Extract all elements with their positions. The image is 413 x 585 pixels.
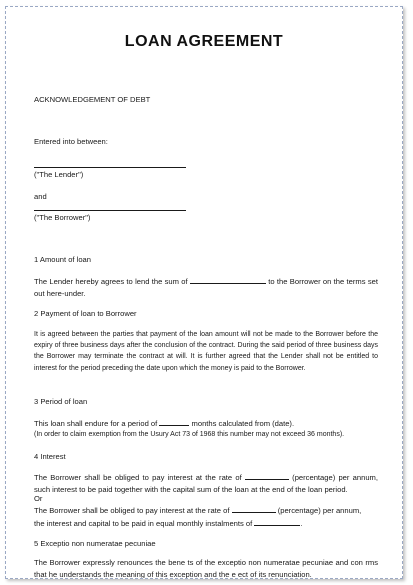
section-1-heading: 1 Amount of loan [34,255,91,264]
section-3-text-part-2: months calculated from (date). [191,419,295,428]
document-body [6,7,402,578]
section-5-text: The Borrower expressly renounces the bene ts of the exceptio non numeratae pecuniae and con rms that he understands the meaning of this exception and the e ect of its renunciation. [34,558,378,579]
document-page [5,6,403,579]
section-4-option-a-part-2: (percentage) per annum, such interest to be paid together with the capital sum of the loan at the end of the loan period. [34,473,378,494]
instalment-amount-blank [254,517,303,528]
section-4-option-b-instalments [34,517,378,530]
lender-signature-line [34,167,186,168]
section-3-heading: 3 Period of loan [34,397,88,406]
section-1-text-part-1: The Lender hereby agrees to lend the sum of [34,277,188,286]
section-4-option-b-part-2: (percentage) per annum, [277,506,362,515]
document-title: LOAN AGREEMENT [124,33,284,50]
section-4-or: Or [34,494,43,503]
borrower-signature-line [34,210,186,211]
section-5-heading: 5 Exceptio non numeratae pecuniae [34,539,156,548]
section-3-text-part-1: This loan shall endure for a period of [34,419,158,428]
section-4-option-b-part-4: . [300,519,303,528]
section-1-text [34,275,378,299]
loan-amount-blank [190,275,266,284]
section-4-option-b-part-1: The Borrower shall be obliged to pay interest at the rate of [34,506,230,515]
section-4-option-b-part-3: the interest and capital to be paid in equal monthly instalments of [34,519,253,528]
interest-rate-blank-b [232,504,276,513]
section-3-text [34,417,378,430]
interest-rate-blank-a [245,471,289,480]
document-subtitle: ACKNOWLEDGEMENT OF DEBT [34,95,151,104]
and-text: and [34,192,47,201]
lender-label: ("The Lender") [34,170,84,179]
section-4-option-a-part-1: The Borrower shall be obliged to pay interest at the rate of [34,473,242,482]
borrower-label: ("The Borrower") [34,213,91,222]
entered-into-text: Entered into between: [34,137,108,146]
section-4-option-a [34,471,378,495]
section-3-note: (In order to claim exemption from the Usury Act 73 of 1968 this number may not exceed 36 months). [34,431,345,438]
section-4-option-b [34,504,378,517]
section-4-heading: 4 Interest [34,452,66,461]
loan-period-blank [159,417,189,426]
section-2-heading: 2 Payment of loan to Borrower [34,309,137,318]
section-1-text-part-2: to the Borrower on the terms set out here-under. [34,277,378,298]
section-2-text: It is agreed between the parties that payment of the loan amount will not be made to the Borrower before the expiry of three business days after the conclusion of the contract. During the said period of three business days the Borrower may terminate the contract at will. It is further agreed that the Lender shall not be entitled to interest for the period preceding the date upon which the money is paid to the Borrower. [34,331,378,372]
